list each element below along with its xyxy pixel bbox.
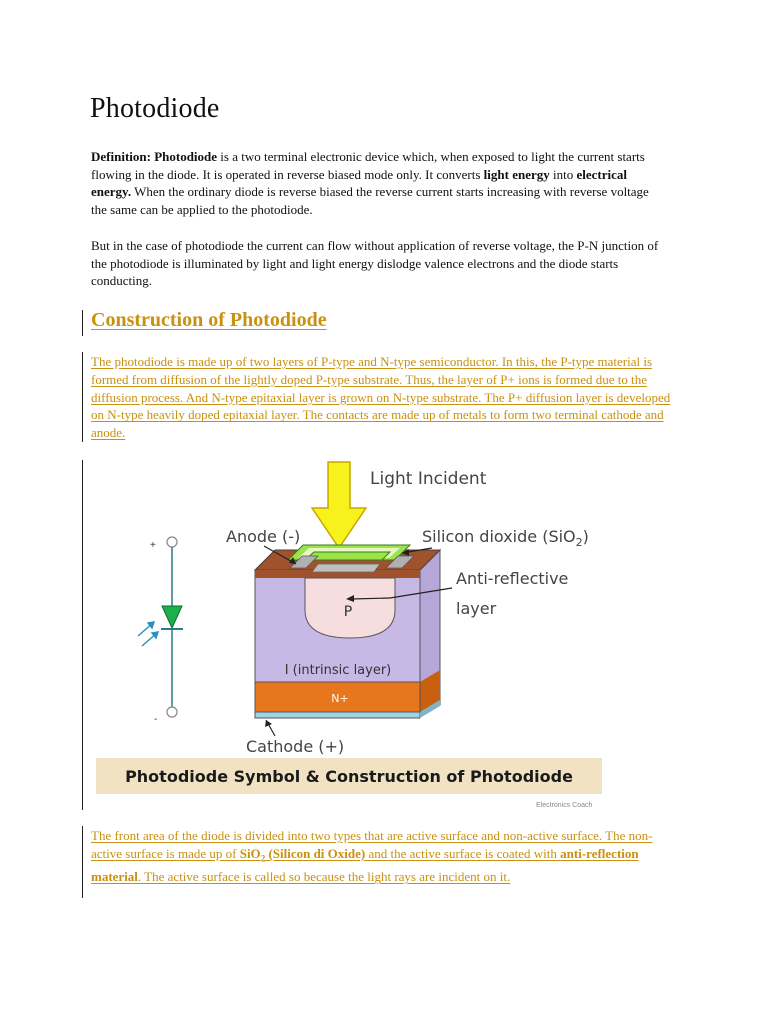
silicon-dioxide-label: Silicon dioxide (SiO$_2$) [422, 527, 589, 549]
p-region-label: P [343, 604, 353, 620]
definition-text-2: into [549, 166, 577, 182]
light-incident-label: Light Incident [370, 469, 487, 489]
diode-symbol [138, 537, 183, 725]
photodiode-figure [90, 460, 620, 810]
bold-sio2: SiO$_2$ (Silicon di Oxide) [239, 845, 366, 864]
reverse-voltage-paragraph: But in the case of photodiode the current can flow without application of reverse voltage, the P-N junction of the photodiode is illuminated by light and light energy dislodge valence electrons and the diode starts conducting. [91, 238, 659, 289]
figure-caption: Photodiode Symbol & Construction of Photodiode [125, 767, 573, 786]
bold-light-energy: light energy [483, 166, 550, 182]
heading-margin-bar [82, 310, 83, 336]
front-area-text-2: and the active surface is coated with [365, 845, 561, 861]
definition-label: Definition: [91, 149, 151, 164]
light-incident-arrow [312, 462, 366, 548]
construction-paragraph[interactable]: The photodiode is made up of two layers of P-type and N-type semiconductor. In this, the P-type material is formed from diffusion of the lightly doped P-type substrate. Thus, the layer of P+ ions is formed due to the diffusion process. And N-type epitaxial layer is grown on N-type substrate. The P+ diffusion layer is developed on N-type heavily doped epitaxial layer. The contacts are made up of metals to form two terminal cathode and anode. [91, 354, 671, 441]
plus-sign: + [150, 540, 156, 551]
anti-reflective-label-2: layer [456, 599, 497, 618]
anode-label: Anode (-) [226, 527, 301, 546]
page-title: Photodiode [90, 93, 220, 124]
definition-text-3: When the ordinary diode is reverse biased the reverse current starts increasing with reverse voltage the same can be applied to the photodiode. [91, 184, 649, 217]
definition-text-1: is a two terminal electronic device which, when exposed to light the current starts flowing in the diode. It is operated in reverse biased mode only. It converts [91, 149, 645, 182]
front-area-paragraph[interactable] [91, 827, 681, 886]
figure-credit: Electronics Coach [536, 802, 593, 809]
diode-triangle [162, 606, 182, 628]
cathode-label: Cathode (+) [246, 737, 345, 756]
n-plus-label: N+ [331, 692, 349, 705]
construction-heading[interactable]: Construction of Photodiode [91, 309, 327, 331]
intrinsic-layer-label: I (intrinsic layer) [284, 663, 392, 678]
bold-electrical-energy: electrical energy. [91, 166, 627, 200]
front-area-text-3: . The active surface is called so because the light rays are incident on it. [137, 869, 511, 885]
minus-sign: - [154, 714, 158, 725]
front-area-margin-bar [82, 826, 83, 898]
light-arrows-icon [138, 622, 158, 646]
front-area-text-1: The front area of the diode is divided into two types that are active surface and non-active surface. The non-active surface is made up of [91, 828, 653, 861]
definition-term: Photodiode [154, 149, 218, 164]
bold-anti-reflection: anti-reflection material [91, 845, 639, 885]
anti-reflective-label: Anti-reflective [456, 569, 569, 588]
figure-margin-bar [82, 460, 83, 810]
photodiode-diagram [90, 460, 620, 810]
definition-paragraph [91, 148, 661, 218]
construction-margin-bar [82, 352, 83, 442]
